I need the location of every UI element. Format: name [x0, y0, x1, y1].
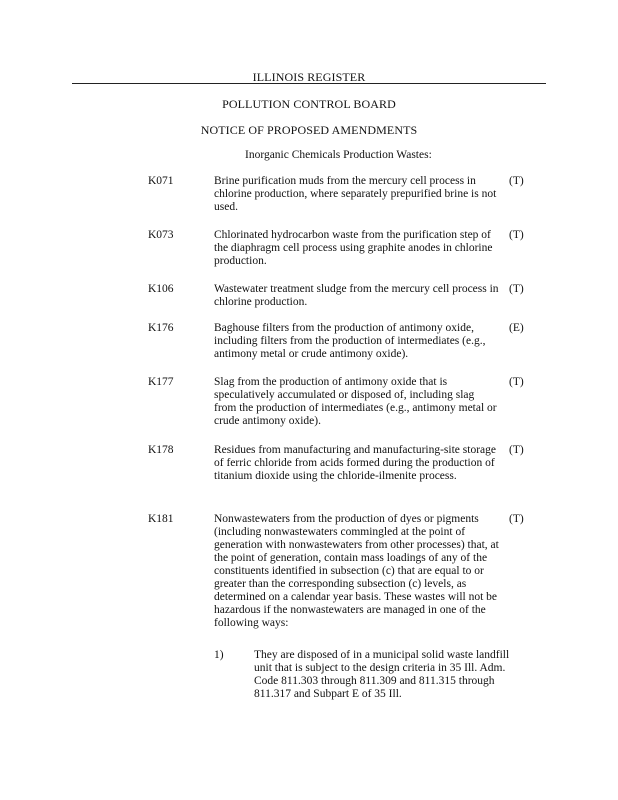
sub-item-number: 1) — [214, 649, 224, 661]
hazard-code: (E) — [509, 322, 524, 334]
waste-code: K073 — [148, 229, 174, 241]
hazard-code: (T) — [509, 283, 524, 295]
hazard-code: (T) — [509, 444, 524, 456]
sub-item-text: They are disposed of in a municipal solid waste landfill unit that is subject to the design criteria in 35 Ill. Adm. Code 811.303 through 811.309 and 811.315 through 811.317 and Subpart E of 35 Ill. — [254, 649, 510, 700]
hazard-code: (T) — [509, 175, 524, 187]
waste-description: Brine purification muds from the mercury cell process in chlorine production, where separately prepurified brine is not used. — [214, 175, 497, 213]
waste-description: Residues from manufacturing and manufacturing-site storage of ferric chloride from acids formed during the production of titanium dioxide using the chloride-ilmenite process. — [214, 444, 496, 482]
waste-code: K071 — [148, 175, 174, 187]
waste-description: Wastewater treatment sludge from the mercury cell process in chlorine production. — [214, 283, 499, 308]
waste-description: Baghouse filters from the production of antimony oxide, including filters from the production of intermediates (e.g., antimony metal or crude antimony oxide). — [214, 322, 486, 360]
waste-code: K177 — [148, 376, 174, 388]
hazard-code: (T) — [509, 513, 524, 525]
notice-title: NOTICE OF PROPOSED AMENDMENTS — [200, 123, 418, 137]
waste-code: K181 — [148, 513, 174, 525]
hazard-code: (T) — [509, 229, 524, 241]
waste-description: Chlorinated hydrocarbon waste from the purification step of the diaphragm cell process using graphite anodes in chlorine production. — [214, 229, 493, 267]
register-title: ILLINOIS REGISTER — [252, 70, 366, 84]
waste-code: K106 — [148, 283, 174, 295]
header-rule — [72, 83, 546, 84]
board-title: POLLUTION CONTROL BOARD — [222, 97, 396, 111]
section-title: Inorganic Chemicals Production Wastes: — [245, 149, 432, 161]
hazard-code: (T) — [509, 376, 524, 388]
waste-description: Nonwastewaters from the production of dyes or pigments (including nonwastewaters commingled at the point of generation with nonwastewaters from other processes) that, at the point of generation, contain mass loadings of any of the constituents identified in subsection (c) that are equal to or greater than the corresponding subsection (c) levels, as determined on a calendar year basis. These wastes will not be hazardous if the nonwastewaters are managed in one of the following ways: — [214, 513, 499, 629]
waste-description: Slag from the production of antimony oxide that is speculatively accumulated or disposed of, including slag from the production of intermediates (e.g., antimony metal or crude antimony oxide). — [214, 376, 497, 427]
waste-code: K176 — [148, 322, 174, 334]
waste-code: K178 — [148, 444, 174, 456]
